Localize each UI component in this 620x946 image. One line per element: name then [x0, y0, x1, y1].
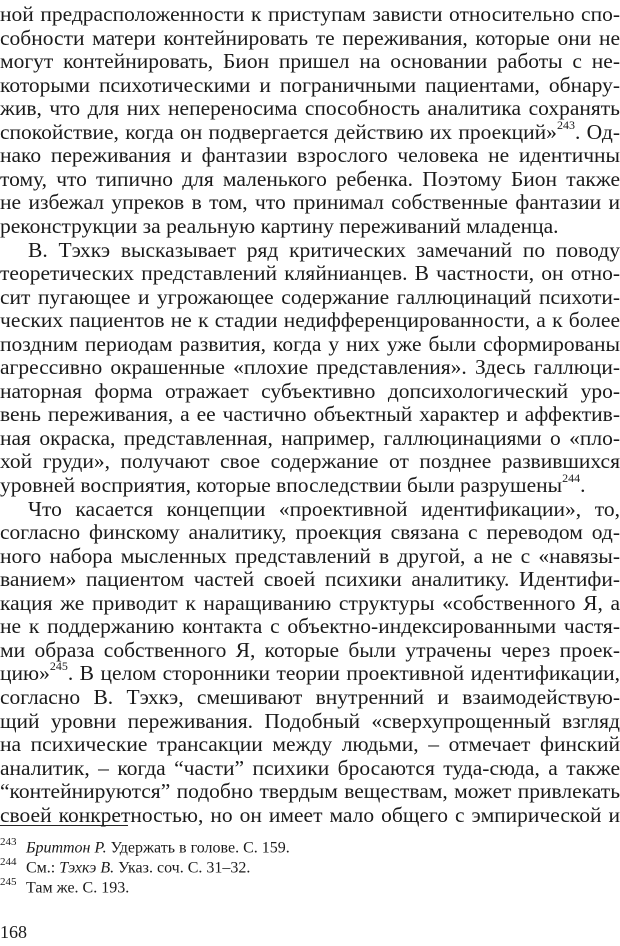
- line-text-after: . Од-: [574, 119, 620, 144]
- text-line: [0, 119, 620, 145]
- text-line: [0, 425, 620, 451]
- line-text: хой груди», получают свое содержание от позднее развившихся: [0, 449, 620, 474]
- text-line: [0, 260, 620, 286]
- footnote-author: Тэхкэ В.: [59, 859, 115, 877]
- text-line: [0, 637, 620, 663]
- line-text: щий уровни переживания. Подобный «сверхупрощенный взгляд: [0, 708, 620, 733]
- line-text: поздним периодам развития, когда у них уже были сформированы: [0, 331, 620, 356]
- footnote-text: Указ. соч. С. 31–32.: [114, 859, 251, 877]
- footnote-author: Бриттон Р.: [26, 839, 107, 857]
- line-text-after: . В целом сторонники теории проективной идентификации,: [67, 661, 620, 686]
- footnote-number: 245: [0, 876, 17, 888]
- line-text: кация же приводит к наращиванию структуры «собственного Я, а: [0, 590, 620, 615]
- line-text: жив, что для них непереносима способность аналитика сохранять: [0, 96, 620, 121]
- line-text: аналитик, – когда “части” психики бросаются туда-сюда, а также: [0, 755, 620, 780]
- text-line: [0, 519, 620, 545]
- line-text: вень переживания, а ее частично объектный характер и аффектив-: [0, 402, 620, 427]
- line-text: нако переживания и фантазии взрослого человека не идентичны: [0, 143, 620, 168]
- line-text: которыми психотическими и пограничными пациентами, обнару-: [0, 72, 620, 97]
- line-text: ного набора мысленных представлений в другой, а не с «навязы-: [0, 543, 620, 568]
- text-line: [0, 95, 620, 121]
- line-text: спокойствие, когда он подвергается действию их проекций»: [0, 119, 557, 144]
- text-line: [0, 731, 620, 757]
- line-text-after: .: [580, 473, 586, 497]
- text-line: [0, 307, 620, 333]
- footnote-text: Там же. С. 193.: [26, 879, 130, 897]
- text-line: [0, 72, 620, 98]
- footnote-number: 243: [0, 836, 17, 848]
- line-text: ванием» пациентом частей своей психики аналитику. Идентифи-: [0, 567, 620, 592]
- text-line: [0, 802, 620, 828]
- text-line: [0, 189, 620, 215]
- footnote-number: 244: [0, 856, 17, 868]
- text-line: [0, 590, 620, 616]
- footnote-rule: [0, 825, 128, 826]
- line-text: своей конкретностью, но он имеет мало общего с эмпирической и: [0, 802, 620, 827]
- text-line: [0, 354, 620, 380]
- line-text: не к поддержанию контакта с объектно-индексированными частя-: [0, 614, 620, 639]
- line-text: тому, что типично для маленького ребенка. Поэтому Бион также: [0, 166, 620, 191]
- text-line: [0, 1, 620, 27]
- line-text: теоретических представлений кляйнианцев. В частности, он отно-: [0, 261, 620, 286]
- line-text: ная окраска, представленная, например, галлюцинациями о «пло-: [0, 425, 620, 450]
- line-text: “контейнируются” подобно твердым веществам, может привлекать: [0, 779, 620, 804]
- footnote: [0, 874, 129, 897]
- footnote-ref: 243: [556, 117, 575, 132]
- text-line: [0, 378, 620, 404]
- line-text: собности матери контейнировать те переживания, которые они не: [0, 25, 620, 50]
- text-line: [0, 25, 620, 51]
- line-text: ной предрасположенности к приступам зависти относительно спо-: [0, 2, 620, 26]
- line-text: цию»: [0, 661, 50, 686]
- text-line: [0, 660, 620, 686]
- line-text: агрессивно окрашенные «плохие представления». Здесь галлюци-: [0, 355, 620, 380]
- footnote-ref: 245: [49, 659, 68, 674]
- text-line: [0, 213, 620, 239]
- footnote-text: Удержать в голове. С. 159.: [106, 839, 290, 857]
- text-line: [0, 684, 620, 710]
- line-text: ческих пациентов не к стадии недифференцированности, а к более: [0, 308, 620, 333]
- text-line: [0, 566, 620, 592]
- line-text: ми образа собственного Я, которые были утрачены через проек-: [0, 637, 620, 662]
- footnote-ref: 244: [562, 470, 581, 485]
- text-line: [0, 543, 620, 569]
- text-line: [0, 755, 620, 781]
- text-line: [0, 401, 620, 427]
- line-text: сит пугающее и угрожающее содержание галлюцинаций психоти-: [0, 284, 620, 309]
- text-line: [0, 708, 620, 734]
- text-line: [0, 237, 620, 263]
- line-text: Что касается концепции «проективной идентификации», то,: [28, 496, 620, 521]
- line-text: на психические трансакции между людьми, – отмечает финский: [0, 732, 620, 757]
- page-number: 168: [0, 922, 27, 942]
- text-line: [0, 613, 620, 639]
- text-line: [0, 284, 620, 310]
- line-text: наторная форма отражает субъективно допсихологический уро-: [0, 378, 620, 403]
- text-line: [0, 166, 620, 192]
- line-text: В. Тэхкэ высказывает ряд критических замечаний по поводу: [28, 237, 620, 262]
- line-text: согласно В. Тэхкэ, смешивают внутренний и взаимодействую-: [0, 684, 620, 709]
- text-line: [0, 48, 620, 74]
- line-text: не избежал упреков в том, что принимал собственные фантазии и: [0, 190, 620, 215]
- footnote-prefix: См.:: [26, 859, 60, 877]
- line-text: уровней восприятия, которые впоследствии были разрушены: [0, 473, 563, 497]
- line-text: могут контейнировать, Бион пришел на основании работы с не-: [0, 49, 620, 74]
- text-line: [0, 331, 620, 357]
- line-text: согласно финскому аналитику, проекция связана с переводом од-: [0, 520, 620, 545]
- text-line: [0, 448, 620, 474]
- text-line: [0, 778, 620, 804]
- text-line: [0, 472, 620, 498]
- line-text: реконструкции за реальную картину переживаний младенца.: [0, 213, 559, 238]
- text-line: [0, 496, 620, 522]
- text-line: [0, 142, 620, 168]
